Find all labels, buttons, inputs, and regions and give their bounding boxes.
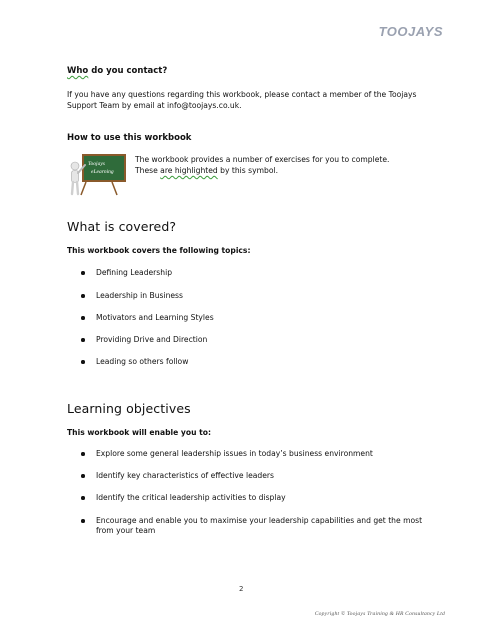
bullet-icon (81, 271, 85, 275)
bullet-icon (81, 294, 85, 298)
list-item: Leading so others follow (96, 357, 188, 367)
howto-heading: How to use this workbook (67, 133, 192, 143)
board-text-2: eLearning (91, 169, 114, 175)
page-number: 2 (239, 585, 244, 593)
list-item: Motivators and Learning Styles (96, 313, 214, 323)
bullet-icon (81, 452, 85, 456)
list-item: Defining Leadership (96, 268, 172, 278)
list-item: Encourage and enable you to maximise your leadership capabilities and get the most (96, 516, 422, 526)
elearning-symbol (68, 152, 128, 196)
howto-line-2-wavy: are highlighted (160, 166, 218, 175)
howto-line-2-b: by this symbol. (217, 166, 278, 175)
list-item: Providing Drive and Direction (96, 335, 207, 345)
howto-line-1: The workbook provides a number of exercises for you to complete. (135, 155, 390, 164)
contact-heading (67, 66, 167, 76)
bullet-icon (81, 474, 85, 478)
copyright-notice: Copyright © Toojays Training & HR Consultancy Ltd (314, 611, 445, 617)
list-item: Explore some general leadership issues in today’s business environment (96, 449, 373, 459)
contact-line-1: If you have any questions regarding this workbook, please contact a member of the Toojays (67, 90, 417, 99)
covered-intro: This workbook covers the following topics: (67, 246, 251, 255)
contact-line-2: Support Team by email at info@toojays.co.uk. (67, 101, 242, 110)
brand-logo: TOOJAYS (378, 24, 443, 39)
objectives-intro: This workbook will enable you to: (67, 428, 212, 437)
list-item: Leadership in Business (96, 291, 183, 301)
list-item: Identify the critical leadership activities to display (96, 493, 286, 503)
howto-line-2-a: These (135, 166, 161, 175)
bullet-icon (81, 360, 85, 364)
howto-line-2 (135, 165, 278, 176)
bullet-icon (81, 496, 85, 500)
contact-heading-wavy: Who (67, 66, 89, 76)
bullet-icon (81, 316, 85, 320)
list-item: Identify key characteristics of effective leaders (96, 471, 274, 481)
objectives-heading: Learning objectives (67, 401, 191, 416)
contact-heading-rest: do you contact? (88, 66, 168, 76)
board-text-1: Toojays (88, 161, 105, 167)
bullet-icon (81, 519, 85, 523)
covered-heading: What is covered? (67, 219, 177, 234)
bullet-icon (81, 338, 85, 342)
list-item-continuation: from your team (96, 526, 156, 535)
